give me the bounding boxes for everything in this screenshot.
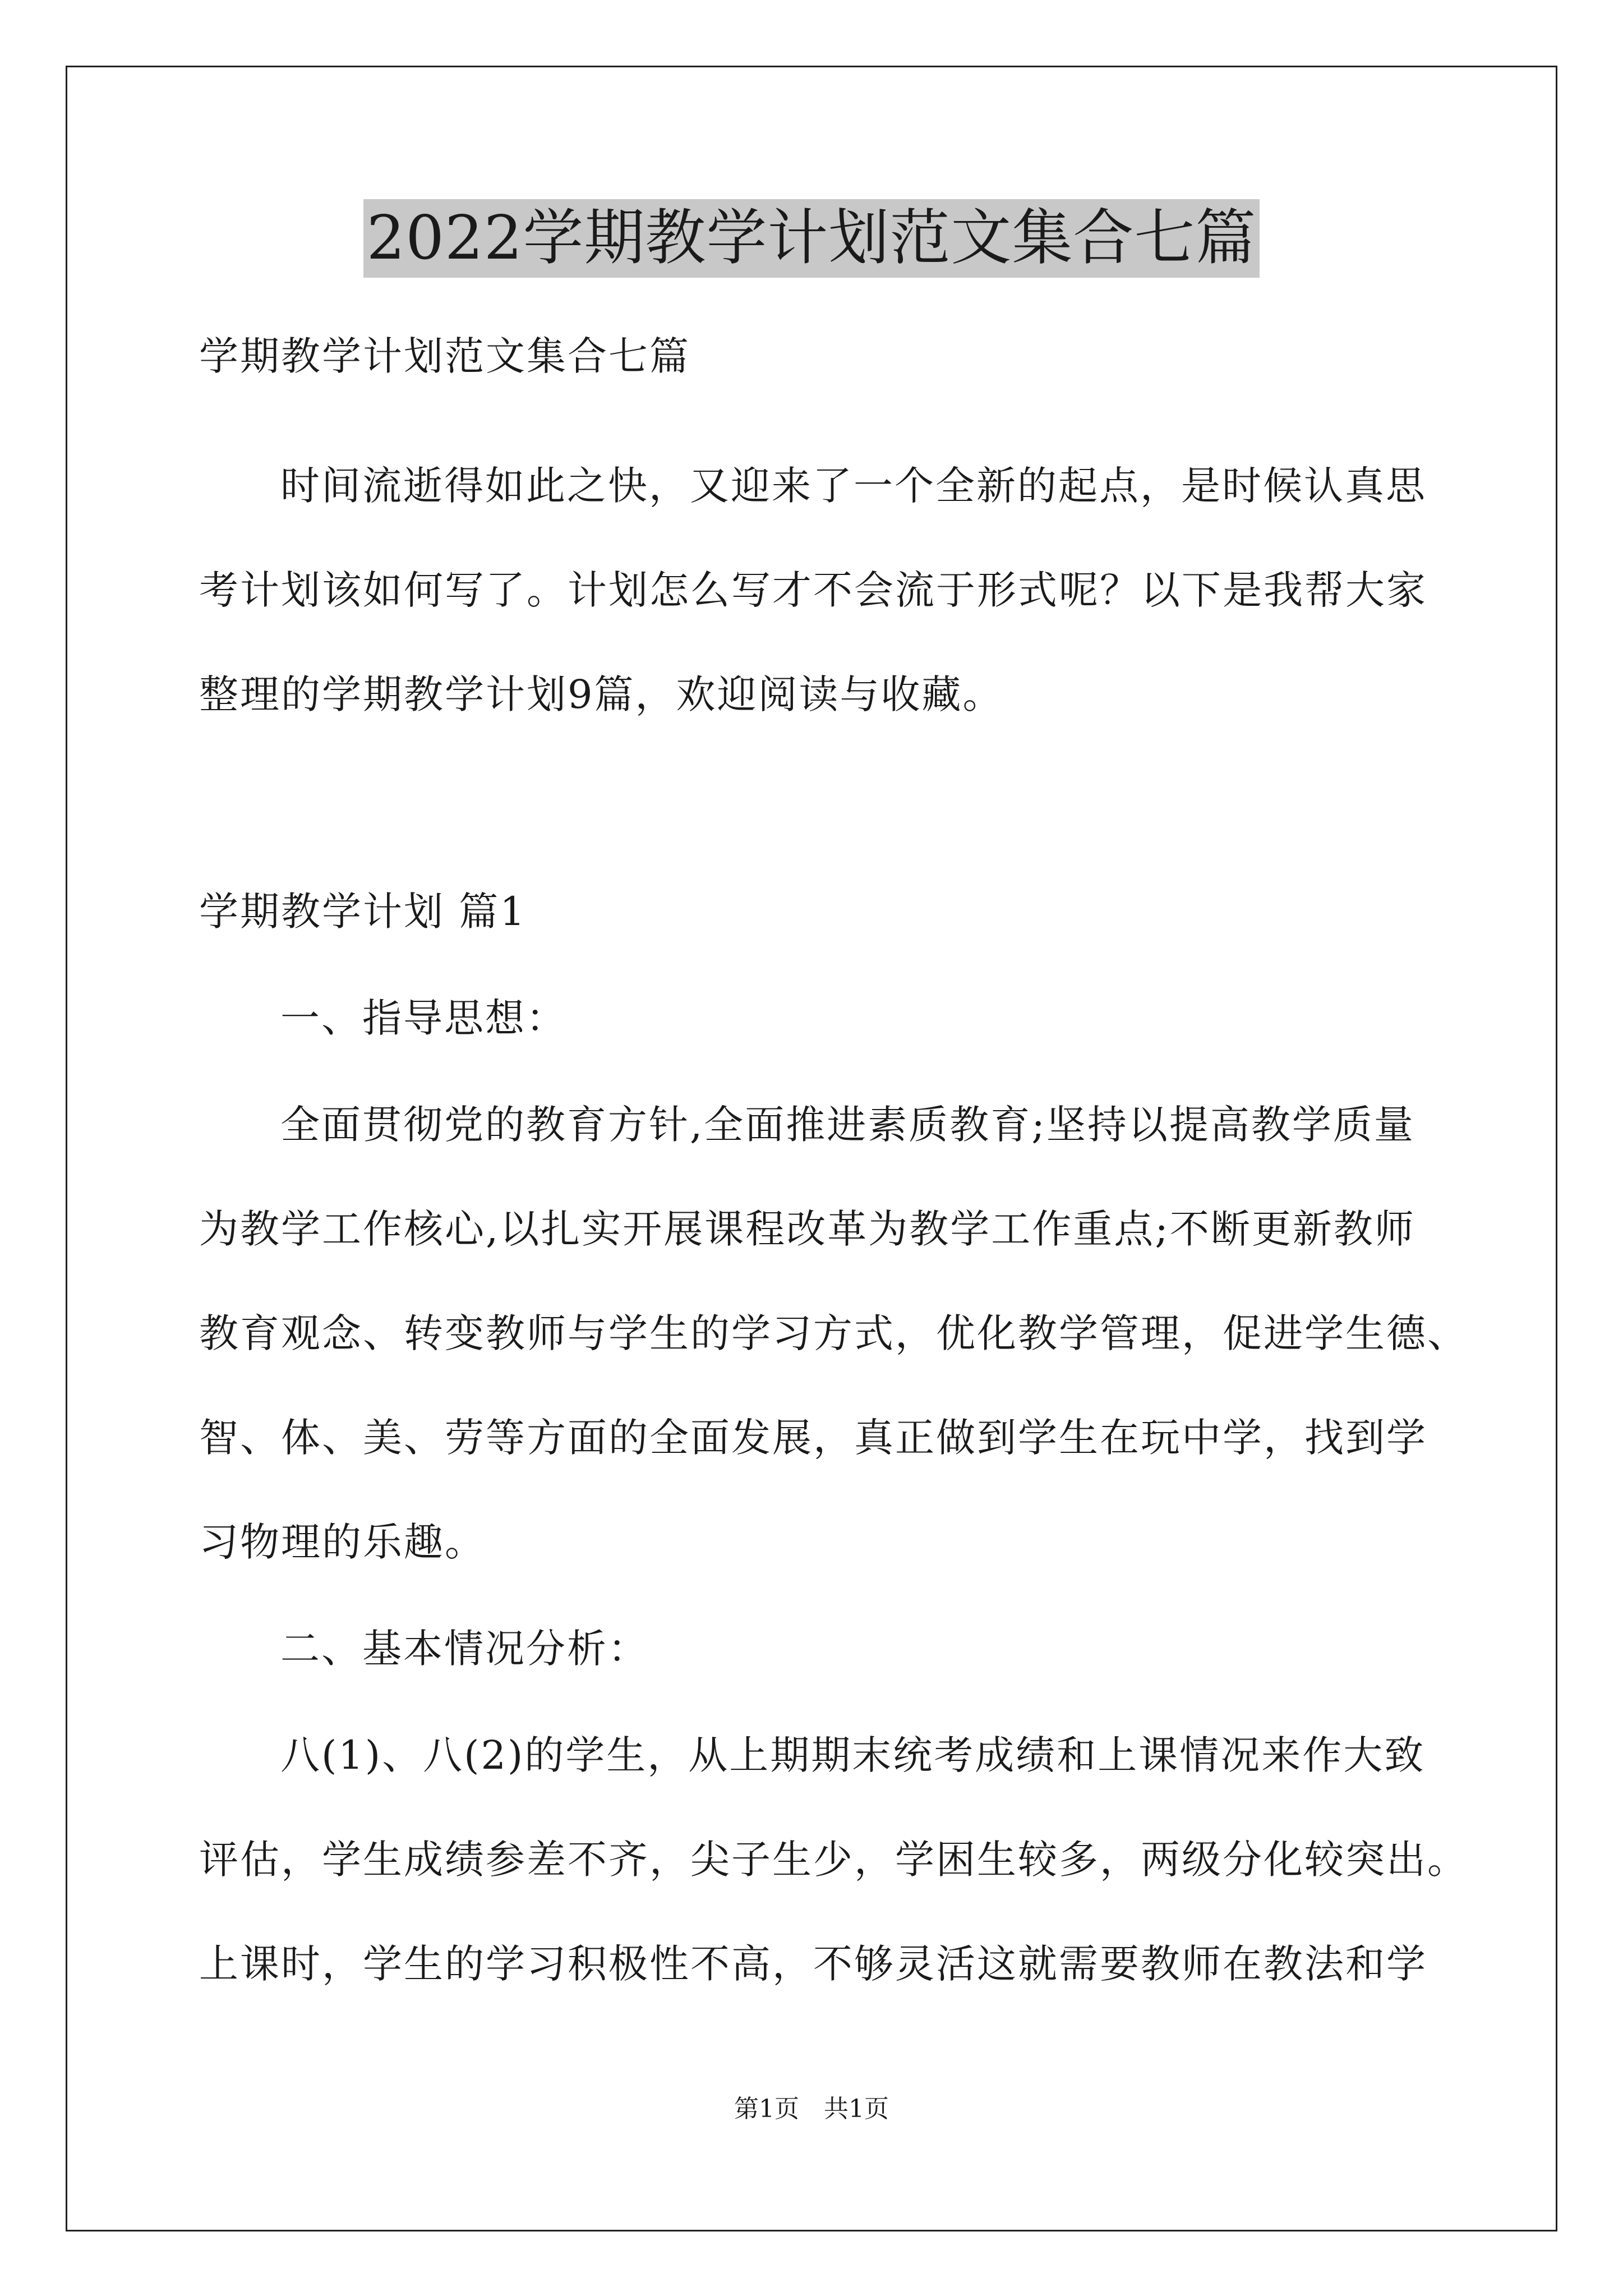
paragraph-line: 评估，学生成绩参差不齐，尖子生少，学困生较多，两级分化较突出。 (199, 1837, 1468, 1883)
paragraph-line: 教育观念、转变教师与学生的学习方式，优化教学管理，促进学生德、 (199, 1310, 1468, 1356)
paragraph-line: 时间流逝得如此之快，又迎来了一个全新的起点，是时候认真思 (280, 463, 1427, 509)
subsection-heading: 一、指导思想： (280, 995, 567, 1041)
subsection-heading: 二、基本情况分析： (280, 1626, 649, 1672)
document-title-text: 2022学期教学计划范文集合七篇 (363, 199, 1260, 278)
document-title (0, 199, 1623, 278)
paragraph-line: 上课时，学生的学习积极性不高，不够灵活这就需要教师在教法和学 (199, 1941, 1427, 1987)
section-heading: 学期教学计划 篇1 (199, 889, 527, 935)
paragraph-line: 习物理的乐趣。 (199, 1519, 486, 1565)
paragraph-line: 全面贯彻党的教育方针,全面推进素质教育;坚持以提高教学质量 (280, 1102, 1415, 1148)
paragraph-line: 为教学工作核心,以扎实开展课程改革为教学工作重点;不断更新教师 (199, 1206, 1415, 1252)
paragraph-line: 八(1)、八(2)的学生，从上期期末统考成绩和上课情况来作大致 (280, 1732, 1426, 1778)
paragraph-line: 考计划该如何写了。计划怎么写才不会流于形式呢？以下是我帮大家 (199, 567, 1427, 613)
page-footer: 第1页 共1页 (734, 2095, 889, 2123)
paragraph-line: 整理的学期教学计划9篇，欢迎阅读与收藏。 (199, 671, 1004, 717)
subtitle-line: 学期教学计划范文集合七篇 (199, 333, 690, 379)
paragraph-line: 智、体、美、劳等方面的全面发展，真正做到学生在玩中学，找到学 (199, 1415, 1427, 1461)
